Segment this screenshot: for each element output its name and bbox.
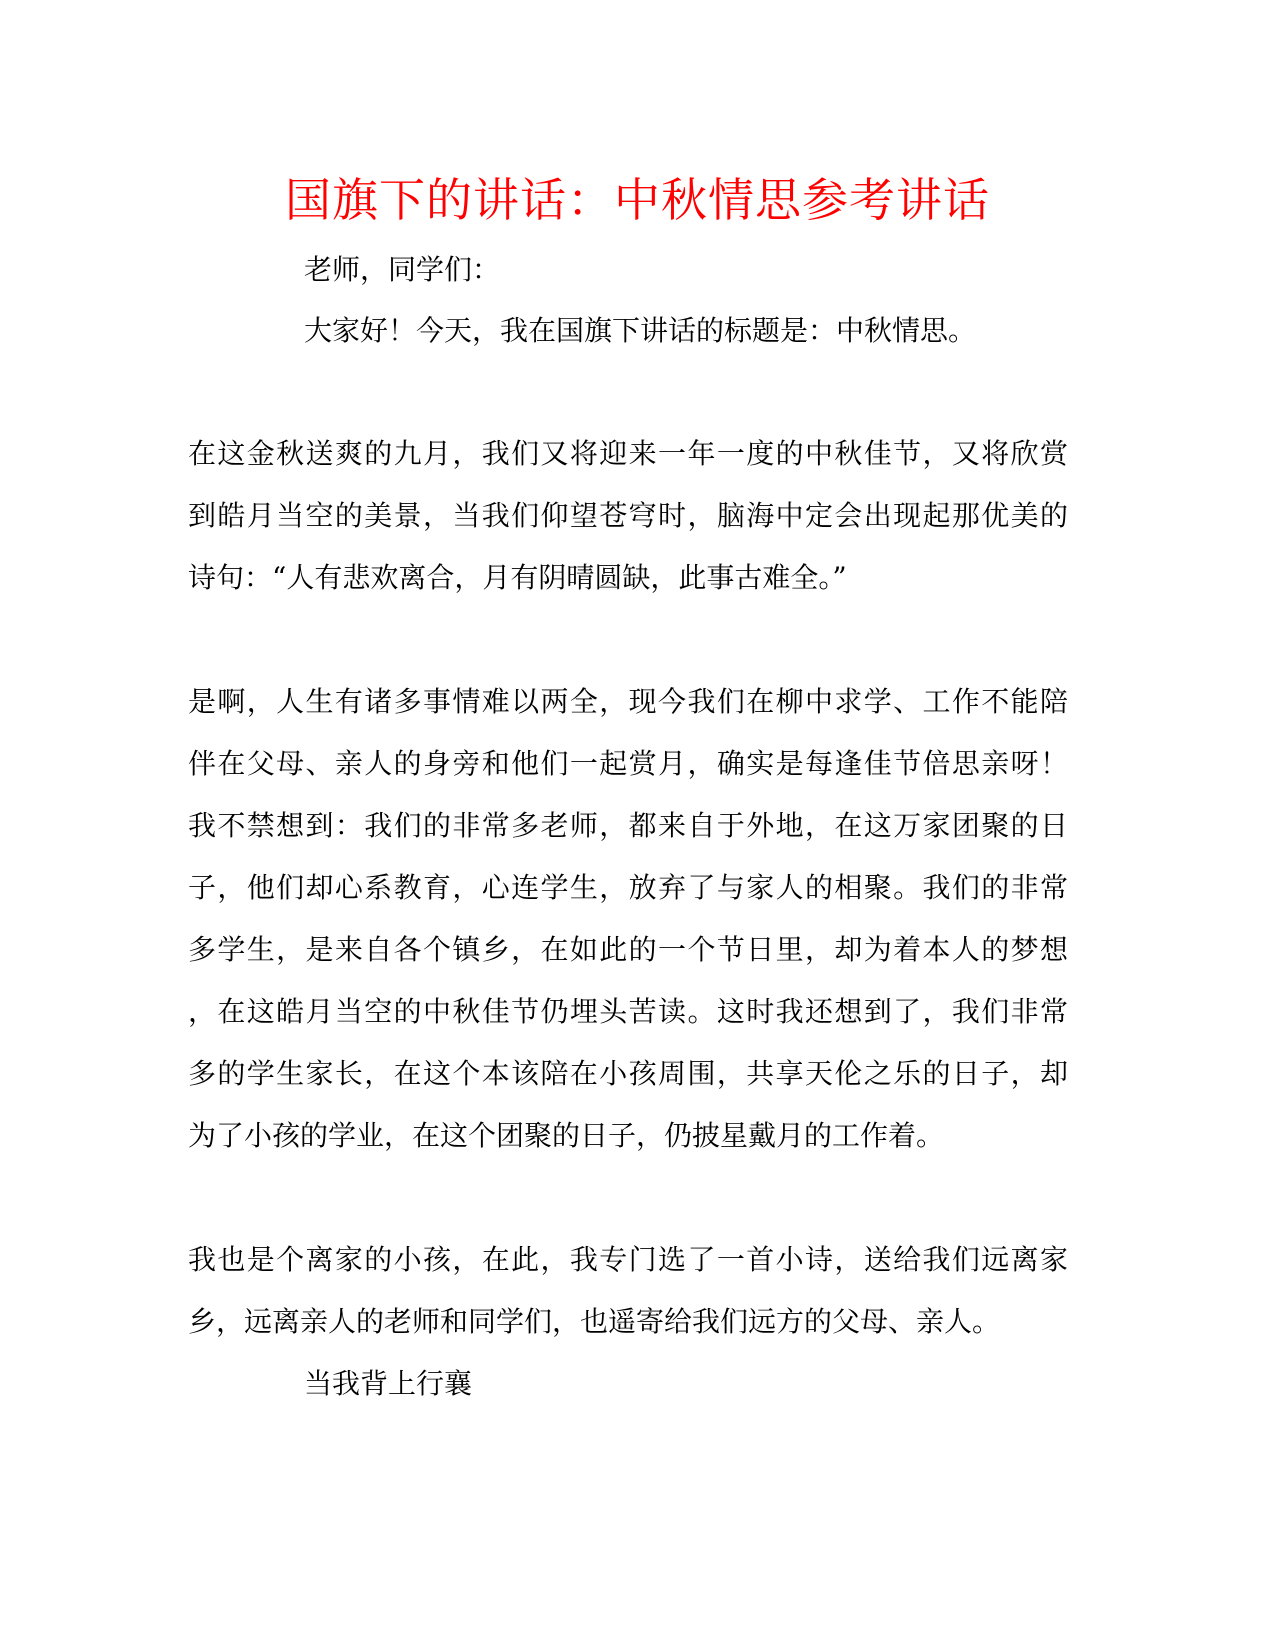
- salutation: 老师，同学们：: [304, 253, 501, 286]
- paragraph-line: 我也是个离家的小孩，在此，我专门选了一首小诗，送给我们远离家: [188, 1243, 1068, 1276]
- paragraph-line: 伴在父母、亲人的身旁和他们一起赏月，确实是每逢佳节倍思亲呀！: [188, 747, 1068, 780]
- document-title: 国旗下的讲话：中秋情思参考讲话: [285, 173, 990, 227]
- paragraph-line: 乡，远离亲人的老师和同学们，也遥寄给我们远方的父母、亲人。: [188, 1305, 1001, 1338]
- paragraph-line: 多的学生家长，在这个本该陪在小孩周围，共享天伦之乐的日子，却: [188, 1057, 1068, 1090]
- paragraph-line: 在这金秋送爽的九月，我们又将迎来一年一度的中秋佳节，又将欣赏: [188, 437, 1068, 470]
- greeting: 大家好！今天，我在国旗下讲话的标题是：中秋情思。: [304, 314, 977, 347]
- poem-line: 当我背上行襄: [304, 1367, 473, 1400]
- paragraph-line: 到皓月当空的美景，当我们仰望苍穹时，脑海中定会出现起那优美的: [188, 499, 1068, 532]
- paragraph-line: ，在这皓月当空的中秋佳节仍埋头苦读。这时我还想到了，我们非常: [188, 995, 1068, 1028]
- paragraph-line: 我不禁想到：我们的非常多老师，都来自于外地，在这万家团聚的日: [188, 809, 1068, 842]
- paragraph-line: 是啊，人生有诸多事情难以两全，现今我们在柳中求学、工作不能陪: [188, 685, 1068, 718]
- paragraph-line: 多学生，是来自各个镇乡，在如此的一个节日里，却为着本人的梦想: [188, 933, 1068, 966]
- paragraph-line: 为了小孩的学业，在这个团聚的日子，仍披星戴月的工作着。: [188, 1119, 945, 1152]
- paragraph-line: 诗句：“人有悲欢离合，月有阴晴圆缺，此事古难全。”: [188, 561, 847, 594]
- paragraph-line: 子，他们却心系教育，心连学生，放弃了与家人的相聚。我们的非常: [188, 871, 1068, 904]
